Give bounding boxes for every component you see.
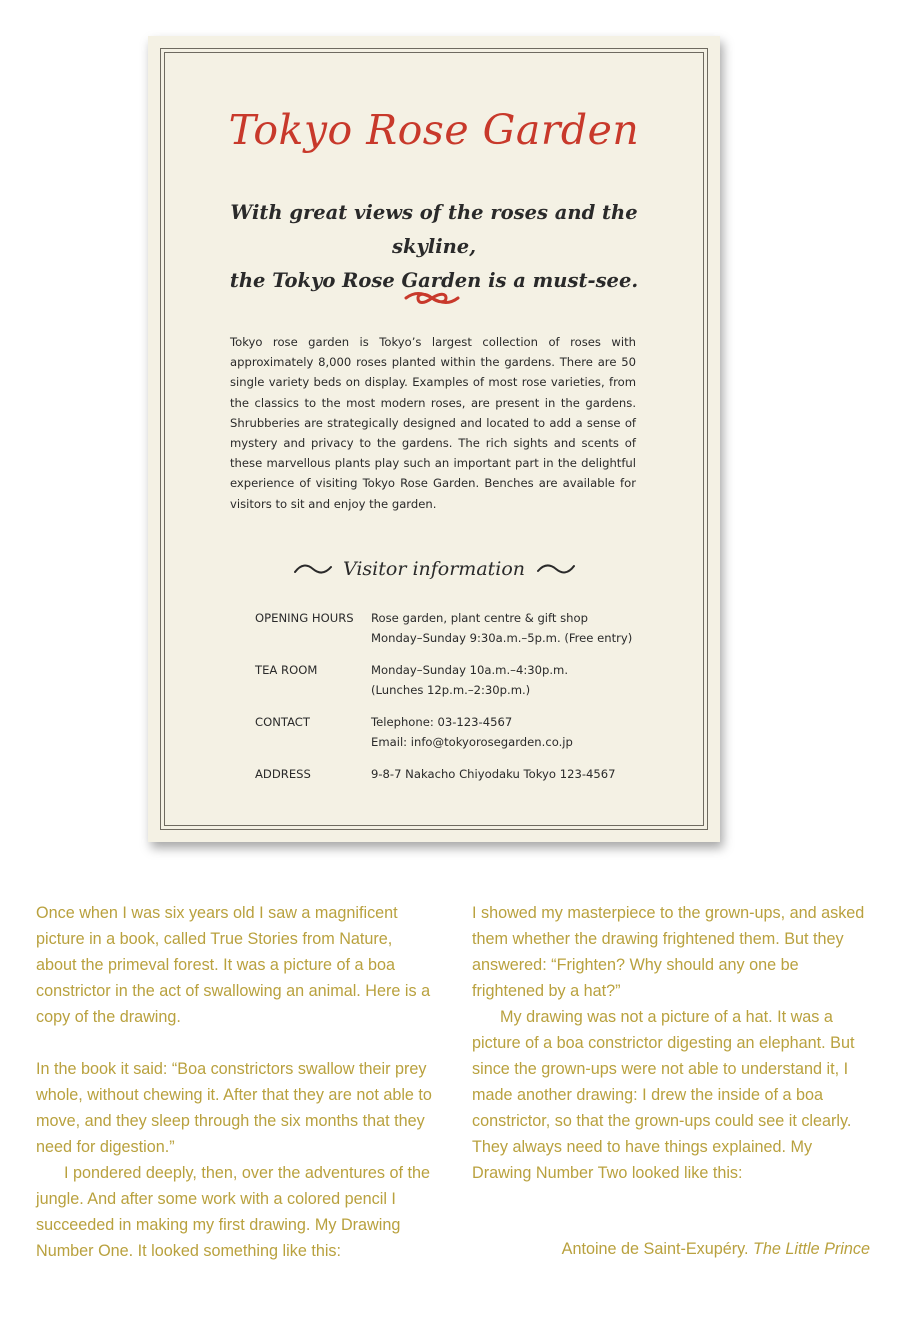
story-column-right — [472, 900, 872, 1186]
visitor-info-table — [255, 608, 675, 816]
info-row-opening-hours — [255, 608, 675, 660]
story-paragraph: In the book it said: “Boa constrictors swallow their prey whole, without chewing it. After that they are not able to move, and they sleep through the six months that they need for digestion.” — [36, 1060, 432, 1156]
info-value-line: Monday–Sunday 9:30a.m.–5p.m. (Free entry) — [371, 631, 633, 645]
info-label: OPENING HOURS — [255, 611, 354, 625]
info-value-line: Telephone: 03-123-4567 — [371, 715, 513, 729]
info-label: CONTACT — [255, 715, 310, 729]
info-value-line: Monday–Sunday 10a.m.–4:30p.m. — [371, 663, 569, 677]
story-column-left — [36, 900, 436, 1264]
subtitle-line-1: With great views of the roses and the skyline, — [230, 201, 638, 258]
flyer-description: Tokyo rose garden is Tokyo’s largest collection of roses with approximately 8,000 roses planted within the gardens. There are 50 single variety beds on display. Examples of most rose varieties, from the classics to the most modern roses, are present in the gardens. Shrubberies are strategically designed and located to add a sense of mystery and privacy to the gardens. The rich sights and scents of these marvellous plants play such an important part in the delightful experience of visiting Tokyo Rose Garden. Benches are available for visitors to sit and enjoy the garden. — [230, 335, 636, 511]
story-attribution — [562, 1240, 870, 1259]
info-value — [371, 608, 691, 648]
visitor-info-heading-text: Visitor information — [342, 558, 526, 580]
swash-left-icon — [293, 562, 333, 576]
subtitle-line-2: the Tokyo Rose Garden is a must-see. — [229, 269, 639, 292]
info-value-email[interactable]: Email: info@tokyorosegarden.co.jp — [371, 735, 573, 749]
info-value-line: Rose garden, plant centre & gift shop — [371, 611, 588, 625]
swash-right-icon — [536, 562, 576, 576]
story-paragraph: I pondered deeply, then, over the adventures of the jungle. And after some work with a colored pencil I succeeded in making my first drawing. My Drawing Number One. It looked something like this: — [36, 1164, 430, 1260]
info-value — [371, 712, 691, 752]
info-label: TEA ROOM — [255, 663, 318, 677]
visitor-info-heading — [148, 558, 720, 588]
info-row-tea-room — [255, 660, 675, 712]
info-value-line: (Lunches 12p.m.–2:30p.m.) — [371, 683, 531, 697]
info-value — [371, 660, 691, 700]
info-row-address — [255, 764, 675, 816]
attribution-author: Antoine de Saint-Exupéry. — [561, 1240, 749, 1258]
story-paragraph: My drawing was not a picture of a hat. It was a picture of a boa constrictor digesting an elephant. But since the grown-ups were not able to understand it, I made another drawing: I drew the inside of a boa constrictor, so that the grown-ups could see it clearly. They always need to have things explained. My Drawing Number Two looked like this: — [472, 1008, 855, 1182]
info-value-line: 9-8-7 Nakacho Chiyodaku Tokyo 123-4567 — [371, 767, 616, 781]
flourish-ornament-icon — [404, 288, 460, 308]
story-paragraph: I showed my masterpiece to the grown-ups, and asked them whether the drawing frightened them. But they answered: “Frighten? Why should any one be frightened by a hat?” — [472, 904, 865, 1000]
story-paragraph: Once when I was six years old I saw a magnificent picture in a book, called True Stories from Nature, about the primeval forest. It was a picture of a boa constrictor in the act of swallowing an animal. Here is a copy of the drawing. — [36, 904, 431, 1026]
info-label: ADDRESS — [255, 767, 311, 781]
flyer-subtitle — [188, 196, 680, 298]
rose-garden-flyer — [148, 36, 720, 842]
info-value — [371, 764, 691, 784]
info-row-contact — [255, 712, 675, 764]
attribution-title: The Little Prince — [753, 1240, 870, 1258]
flyer-title: Tokyo Rose Garden — [228, 106, 640, 154]
